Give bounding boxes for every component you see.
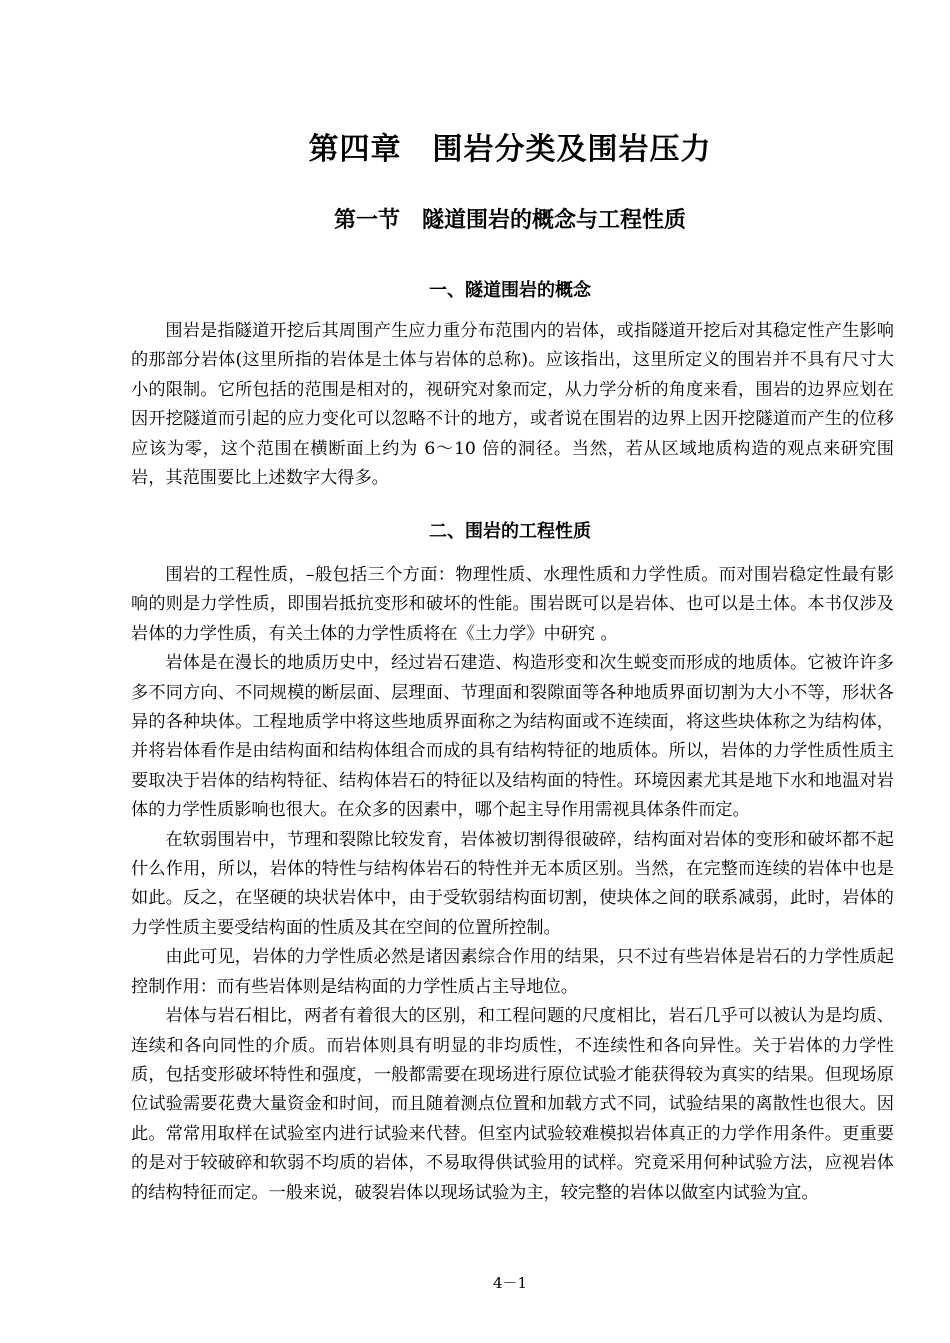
paragraph: 岩体是在漫长的地质历史中，经过岩石建造、构造形变和次生蜕变而形成的地质体。它被许许多多不同方向、不同规模的断层面、层理面、节理面和裂隙面等各种地质界面切割为大小不等，形状各异的各种块体。工程地质学中将这些地质界面称之为结构面或不连续面，将这些块体称之为结构体，并将岩体看作是由结构面和结构体组合而成的具有结构特征的地质体。所以，岩体的力学性质性质主要取决于岩体的结构特征、结构体岩石的特征以及结构面的特性。环境因素尤其是地下水和地温对岩体的力学性质影响也很大。在众多的因素中，哪个起主导作用需视具体条件而定。: [131, 653, 894, 821]
paragraph: 在软弱围岩中，节理和裂隙比较发育，岩体被切割得很破碎，结构面对岩体的变形和破坏都不起什么作用，所以，岩体的特性与结构体岩石的特性并无本质区别。当然，在完整而连续的岩体中也是如此。反之，在坚硬的块状岩体中，由于受软弱结构面切割，使块体之间的联系减弱，此时，岩体的力学性质主要受结构面的性质及其在空间的位置所控制。: [131, 829, 894, 938]
paragraph: 围岩的工程性质，–般包括三个方面：物理性质、水理性质和力学性质。而对围岩稳定性最有影响的则是力学性质，即围岩抵抗变形和破坏的性能。围岩既可以是岩体、也可以是土体。本书仅涉及岩体的力学性质，有关土体的力学性质将在《土力学》中研究 。: [131, 565, 894, 644]
section-title: 第一节 隧道围岩的概念与工程性质: [333, 208, 686, 233]
paragraph: 由此可见，岩体的力学性质必然是诸因素综合作用的结果，只不过有些岩体是岩石的力学性质起控制作用：而有些岩体则是结构面的力学性质占主导地位。: [131, 947, 894, 997]
paragraph: 岩体与岩石相比，两者有着很大的区别，和工程问题的尺度相比，岩石几乎可以被认为是均质、连续和各向同性的介质。而岩体则具有明显的非均质性，不连续性和各向异性。关于岩体的力学性质，包括变形破坏特性和强度，一般都需要在现场进行原位试验才能获得较为真实的结果。但现场原位试验需要花费大量资金和时间，而且随着测点位置和加载方式不同，试验结果的离散性也很大。因此。常常用取样在试验室内进行试验来代替。但室内试验较难模拟岩体真正的力学作用条件。更重要的是对于较破碎和软弱不均质的岩体，不易取得供试验用的试样。究竟采用何种试验方法，应视岩体的结构特征而定。一般来说，破裂岩体以现场试验为主，较完整的岩体以做室内试验为宜。: [131, 1006, 894, 1203]
subsection-title-2: 二、围岩的工程性质: [429, 521, 591, 542]
subsection-title-1: 一、隧道围岩的概念: [429, 280, 591, 301]
page-number: 4－1: [492, 1274, 528, 1292]
paragraph: 围岩是指隧道开挖后其周围产生应力重分布范围内的岩体，或指隧道开挖后对其稳定性产生影响的那部分岩体(这里所指的岩体是土体与岩体的总称)。应该指出，这里所定义的围岩并不具有尺寸大小的限制。它所包括的范围是相对的，视研究对象而定，从力学分析的角度来看，围岩的边界应划在因开挖隧道而引起的应力变化可以忽略不计的地方，或者说在围岩的边界上因开挖隧道而产生的位移应该为零，这个范围在横断面上约为 6～10 倍的洞径。当然，若从区域地质构造的观点来研究围岩，其范围要比上述数字大得多。: [131, 321, 894, 489]
chapter-title: 第四章 围岩分类及围岩压力: [308, 132, 712, 167]
subsection-body-1: [131, 317, 894, 493]
subsection-body-2: [131, 561, 894, 1208]
